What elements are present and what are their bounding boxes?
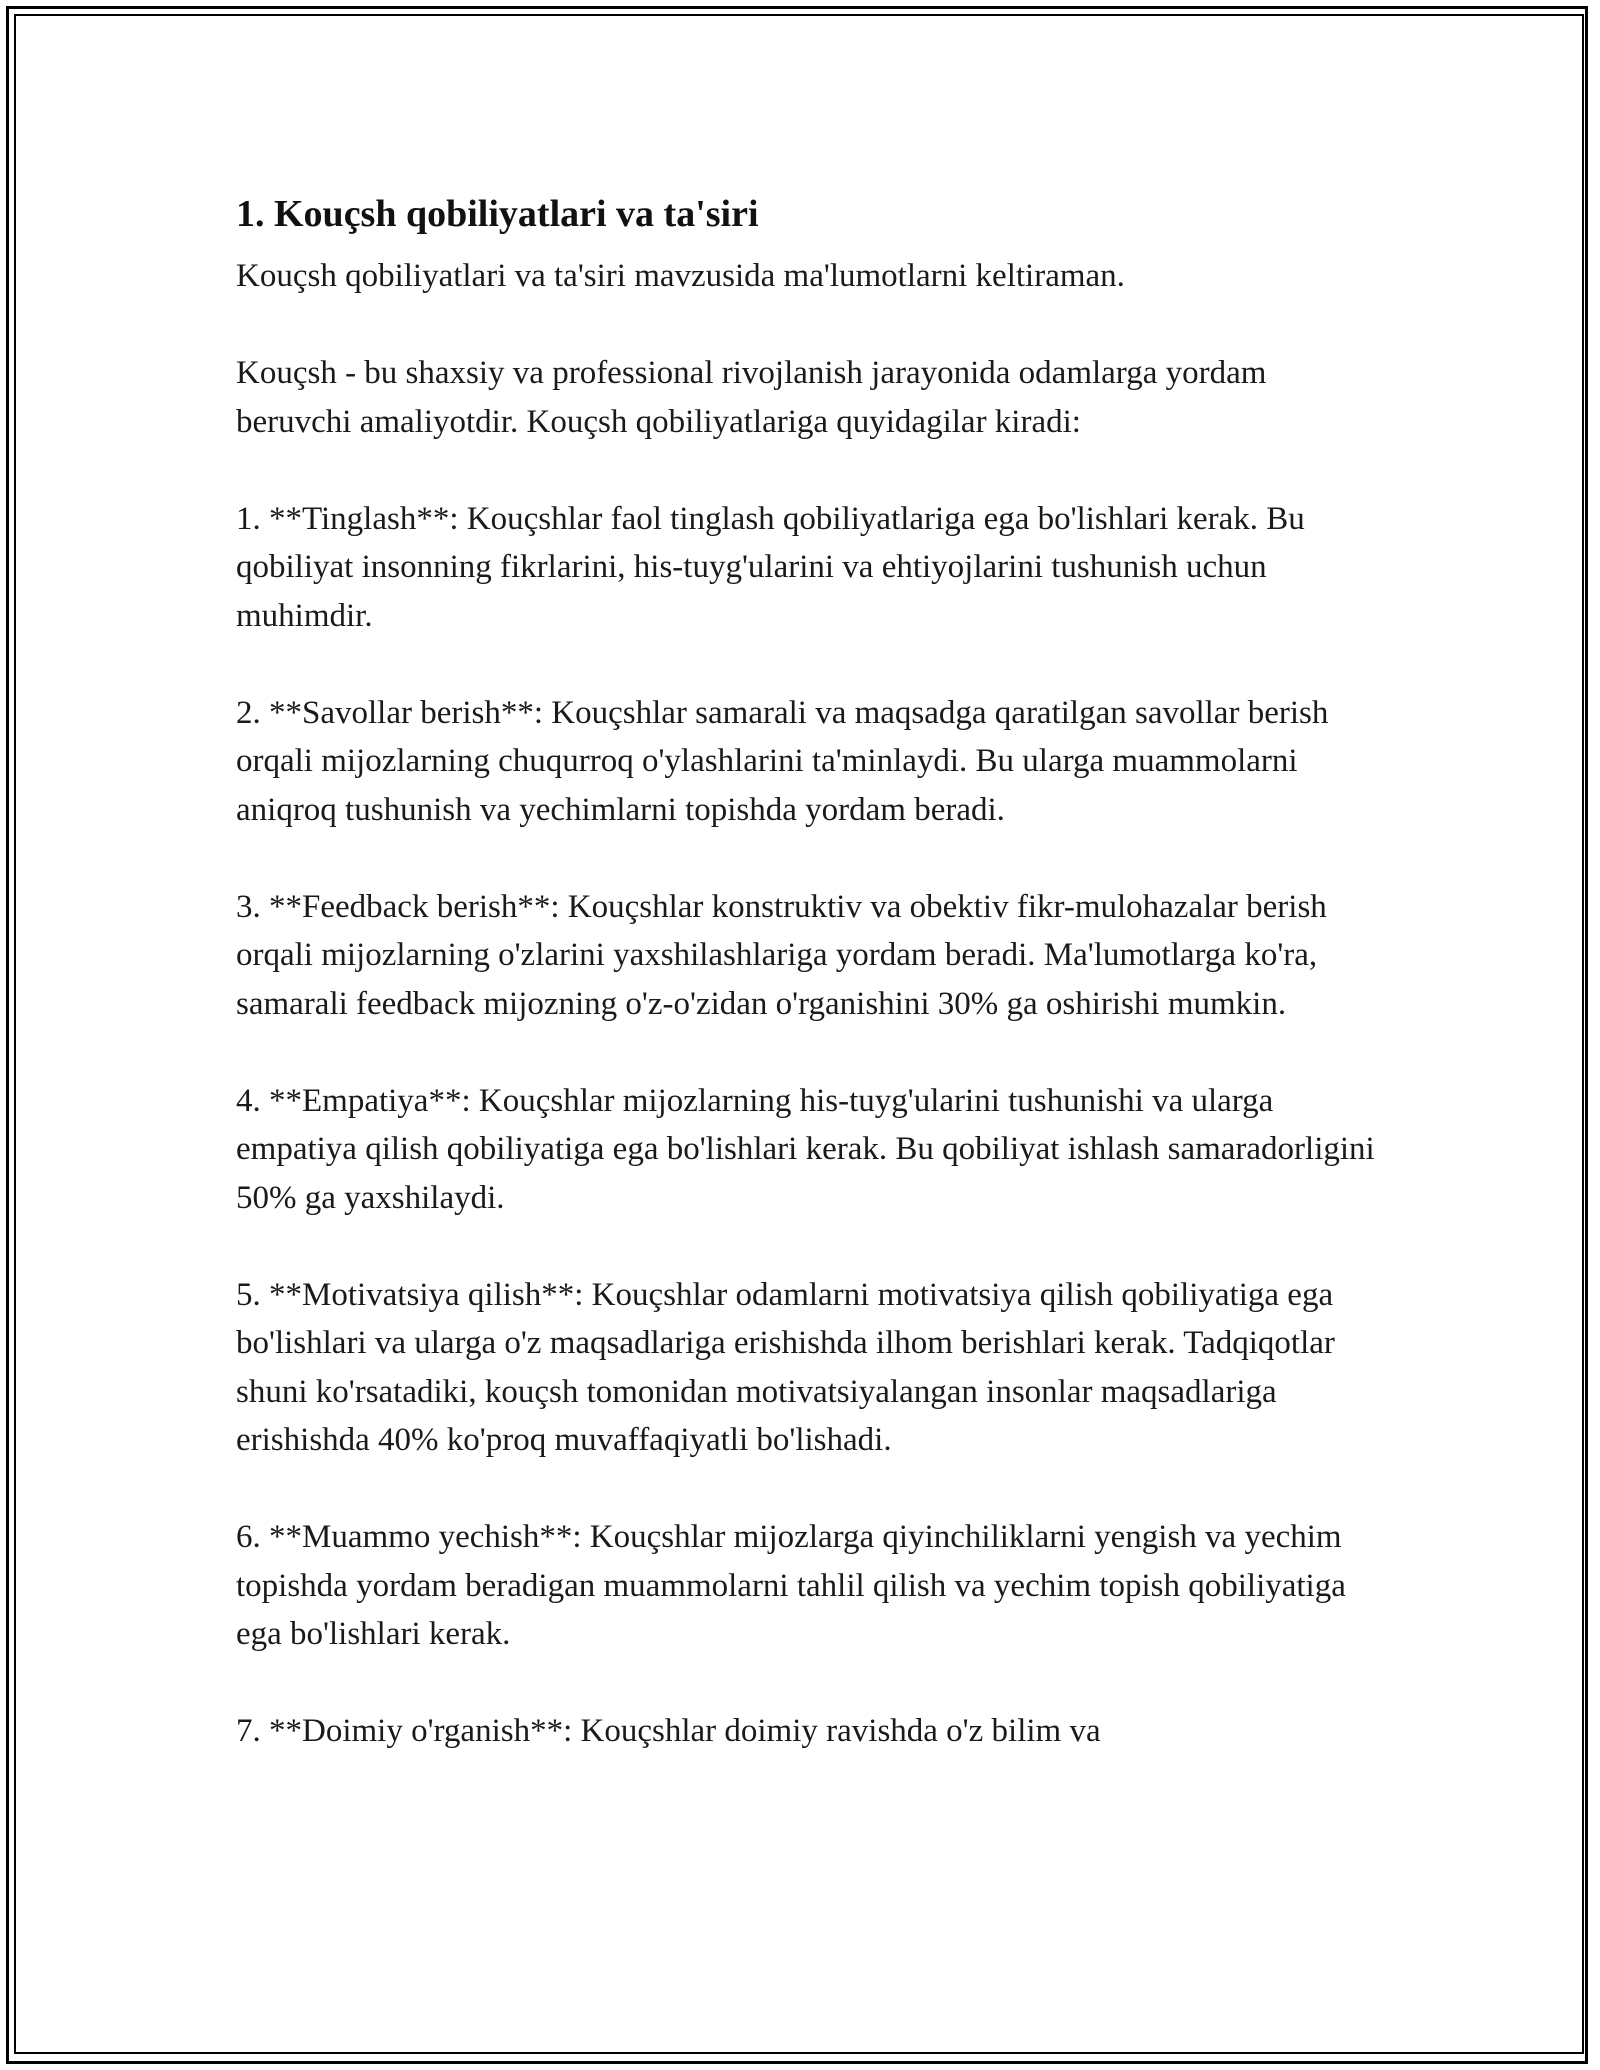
document-body <box>236 188 1376 1756</box>
list-item-muammo-yechish: 6. **Muammo yechish**: Kouçshlar mijozlarga qiyinchiliklarni yengish va yechim topishda yordam beradigan muammolarni tahlil qilish va yechim topish qobiliyatiga ega bo'lishlari kerak. <box>236 1519 1346 1652</box>
list-item-tinglash: 1. **Tinglash**: Kouçshlar faol tinglash qobiliyatlariga ega bo'lishlari kerak. Bu qobiliyat insonning fikrlarini, his-tuyg'ularini va ehtiyojlarini tushunish uchun muhimdir. <box>236 500 1305 634</box>
list-item-motivatsiya: 5. **Motivatsiya qilish**: Kouçshlar odamlarni motivatsiya qilish qobiliyatiga ega bo'lishlari va ularga o'z maqsadlariga erishishda ilhom berishlari kerak. Tadqiqotlar shuni ko'rsatadiki, kouçsh tomonidan motivatsiyalangan insonlar maqsadlariga erishishda 40% ko'proq muvaffaqiyatli bo'lishadi. <box>236 1276 1335 1458</box>
list-item-savollar-berish: 2. **Savollar berish**: Kouçshlar samarali va maqsadga qaratilgan savollar berish orqali mijozlarning chuqurroq o'ylashlarini ta'minlaydi. Bu ularga muammolarni aniqroq tushunish va yechimlarni topishda yordam beradi. <box>236 694 1329 828</box>
document-title: 1. Kouçsh qobiliyatlari va ta'siri <box>236 193 759 235</box>
intro-paragraph: Kouçsh qobiliyatlari va ta'siri mavzusida ma'lumotlarni keltiraman. <box>236 258 1125 294</box>
list-item-feedback-berish: 3. **Feedback berish**: Kouçshlar konstruktiv va obektiv fikr-mulohazalar berish orqali mijozlarning o'zlarini yaxshilashlariga yordam beradi. Ma'lumotlarga ko'ra, samarali feedback mijozning o'z-o'zidan o'rganishini 30% ga oshirishi mumkin. <box>236 888 1327 1022</box>
list-item-empatiya: 4. **Empatiya**: Kouçshlar mijozlarning his-tuyg'ularini tushunishi va ularga empatiya qilish qobiliyatiga ega bo'lishlari kerak. Bu qobiliyat ishlash samaradorligini 50% ga yaxshilaydi. <box>236 1082 1375 1216</box>
list-item-doimiy-organish: 7. **Doimiy o'rganish**: Kouçshlar doimiy ravishda o'z bilim va <box>236 1713 1101 1749</box>
definition-paragraph: Kouçsh - bu shaxsiy va professional rivojlanish jarayonida odamlarga yordam beruvchi amaliyotdir. Kouçsh qobiliyatlariga quyidagilar kiradi: <box>236 355 1267 440</box>
